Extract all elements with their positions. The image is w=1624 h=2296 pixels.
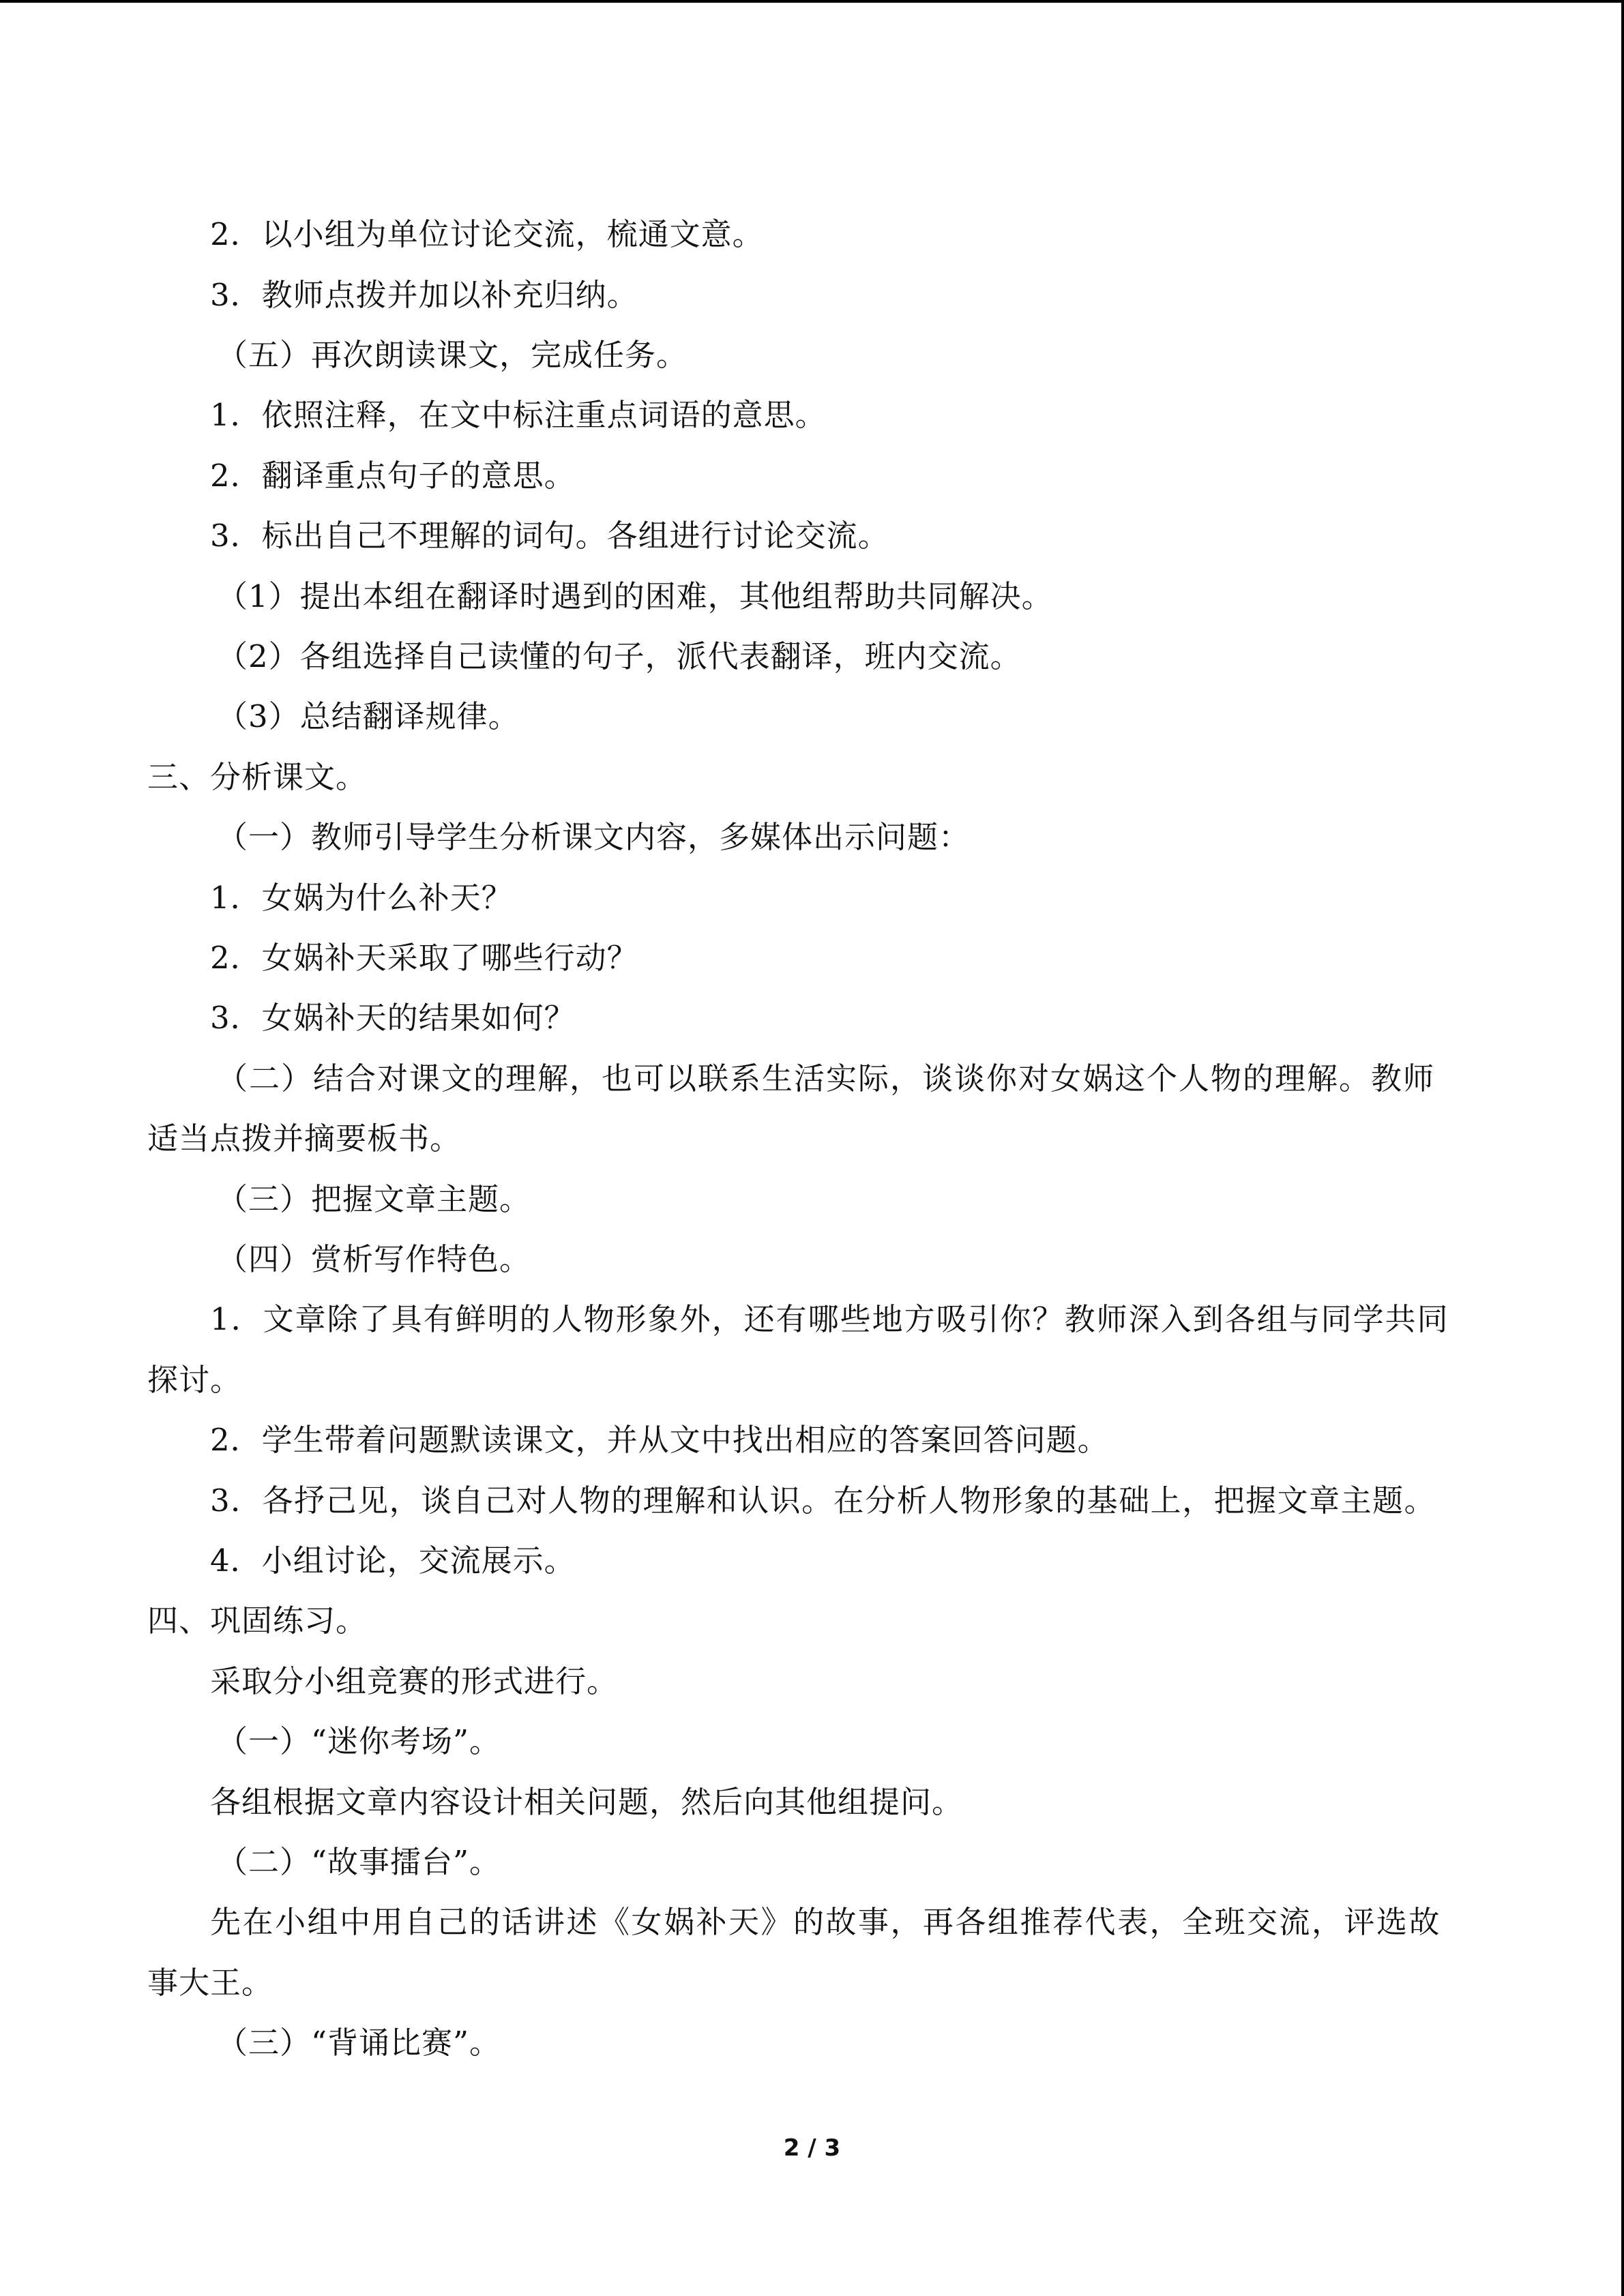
body-line: （五）再次朗读课文，完成任务。	[217, 337, 688, 373]
body-line: （四）赏析写作特色。	[217, 1241, 531, 1277]
body-line: 2．女娲补天采取了哪些行动？	[210, 940, 638, 976]
body-line: 2．以小组为单位讨论交流，梳通文意。	[210, 216, 764, 252]
body-line: 采取分小组竞赛的形式进行。	[210, 1663, 619, 1699]
page-right-border	[1621, 0, 1624, 2296]
body-line: 3．各抒己见，谈自己对人物的理解和认识。在分析人物形象的基础上，把握文章主题。	[210, 1482, 1436, 1519]
page-top-border	[0, 0, 1624, 3]
body-line: 4．小组讨论，交流展示。	[210, 1542, 576, 1579]
section-heading: 四、巩固练习。	[147, 1602, 368, 1639]
body-line: （三）“背诵比赛”。	[217, 2025, 501, 2061]
body-line: 3．教师点拨并加以补充归纳。	[210, 277, 638, 313]
body-line: 1．依照注释，在文中标注重点词语的意思。	[210, 397, 827, 433]
body-line: （一）“迷你考场”。	[217, 1723, 501, 1759]
body-line: 2．翻译重点句子的意思。	[210, 458, 576, 494]
body-line: （二）“故事擂台”。	[217, 1844, 501, 1880]
page-number: 2 / 3	[783, 2134, 841, 2162]
body-line: （三）把握文章主题。	[217, 1181, 531, 1217]
body-line: 3．女娲补天的结果如何？	[210, 1000, 576, 1036]
body-line: （2）各组选择自己读懂的句子，派代表翻译，班内交流。	[217, 638, 1022, 674]
body-line: （一）教师引导学生分析课文内容，多媒体出示问题：	[217, 819, 971, 855]
body-line: （3）总结翻译规律。	[217, 698, 520, 734]
body-line: 先在小组中用自己的话讲述《女娲补天》的故事，再各组推荐代表，全班交流，评选故	[210, 1904, 1442, 1940]
body-line: 探讨。	[147, 1362, 242, 1398]
body-line: 适当点拨并摘要板书。	[147, 1120, 462, 1157]
body-line: 1．女娲为什么补天？	[210, 880, 513, 916]
body-line: 事大王。	[147, 1965, 274, 2001]
body-line: 1．文章除了具有鲜明的人物形象外，还有哪些地方吸引你？教师深入到各组与同学共同	[210, 1301, 1449, 1337]
body-line: 2．学生带着问题默读课文，并从文中找出相应的答案回答问题。	[210, 1422, 1109, 1458]
body-line: 各组根据文章内容设计相关问题，然后向其他组提问。	[210, 1784, 964, 1820]
body-line: 3．标出自己不理解的词句。各组进行讨论交流。	[210, 518, 889, 554]
section-heading: 三、分析课文。	[147, 759, 368, 795]
body-line: （二）结合对课文的理解，也可以联系生活实际，谈谈你对女娲这个人物的理解。教师	[217, 1060, 1436, 1097]
body-line: （1）提出本组在翻译时遇到的困难，其他组帮助共同解决。	[217, 578, 1053, 614]
